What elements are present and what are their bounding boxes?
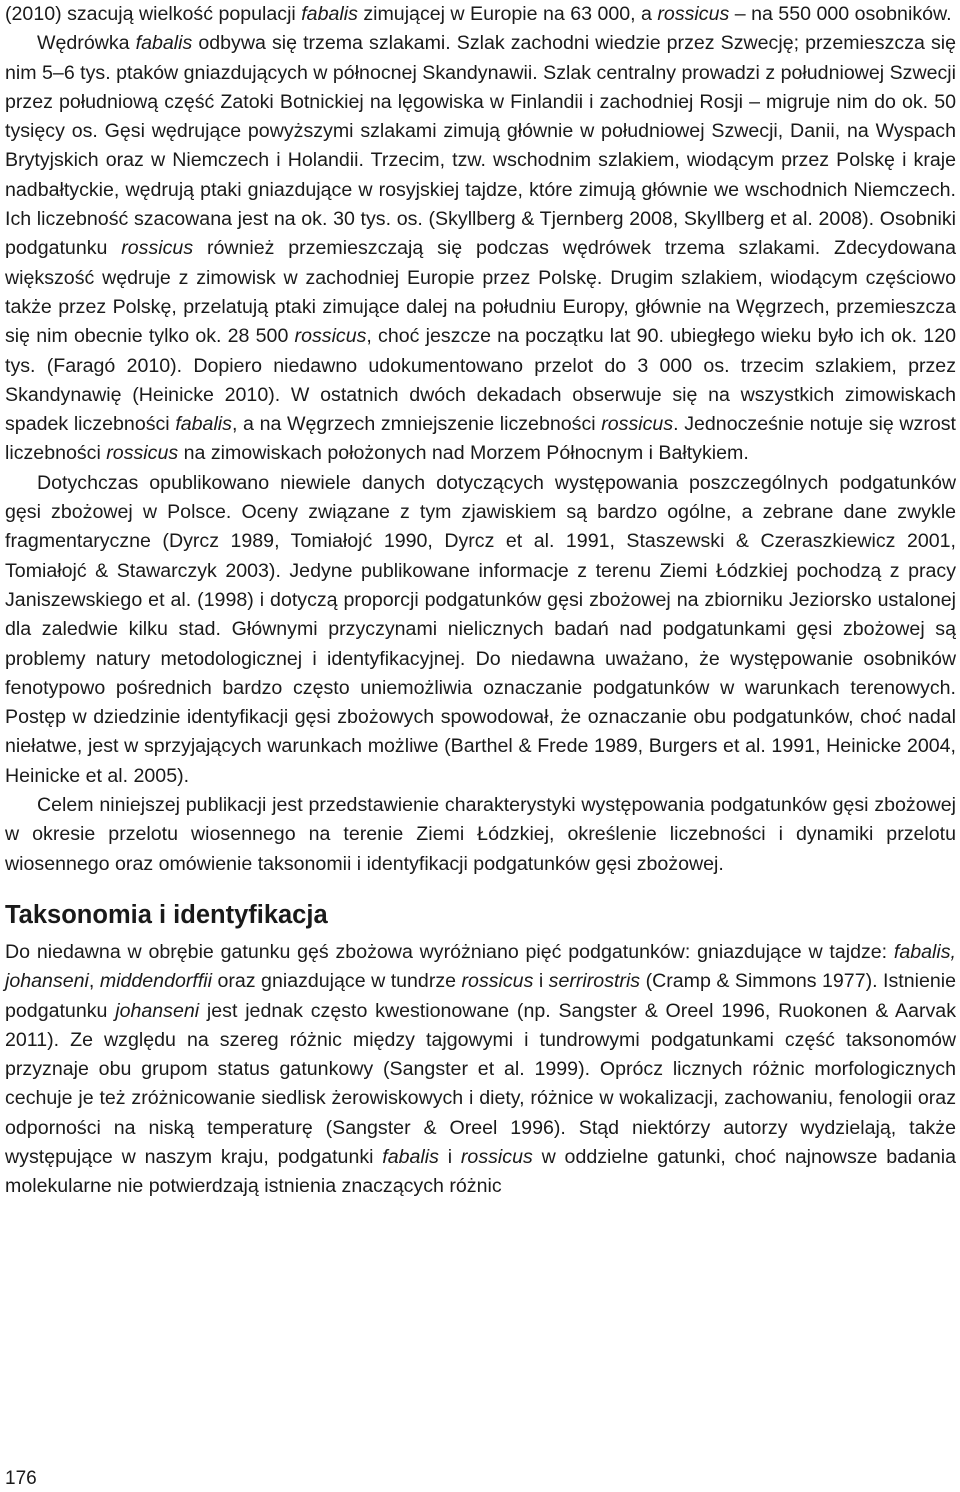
paragraph bbox=[5, 791, 956, 879]
text-run: oraz gniazdujące w tundrze bbox=[212, 970, 462, 993]
text-run: , a na Węgrzech zmniejszenie liczebności bbox=[231, 413, 602, 436]
paragraph bbox=[5, 0, 956, 29]
section-heading: Taksonomia i identyfikacja bbox=[5, 900, 328, 929]
text-run: odbywa się trzema szlakami. Szlak zachodni wiedzie przez Szwecję; przemieszcza się nim 5–6 tys. ptaków gniazdujących w północnej Skandynawii. Szlak centralny prowadzi z południowej Szwecji przez południową część Zatoki Botnickiej na lęgowiska w Finlandii i zachodniej Rosji – migruje nim do ok. 50 tysięcy os. Gęsi wędrujące powyższymi szlakami zimują głównie w południowej Szwecji, Danii, na Wyspach Brytyjskich oraz w Niemczech i Holandii. Trzecim, tzw. wschodnim szlakiem, wiodącym przez Polskę i kraje nadbałtyckie, wędrują ptaki gniazdujące w rosyjskiej tajdze, które zimują głównie we wschodnich Niemczech. Ich liczebność szacowana jest na ok. 30 tys. os. (Skyllberg & Tjernberg 2008, Skyllberg et al. 2008). Osobniki podgatunku bbox=[5, 32, 957, 260]
italic-term: rossicus bbox=[460, 1145, 533, 1168]
text-run: Do niedawna w obrębie gatunku gęś zbożowa wyróżniano pięć podgatunków: gniazdujące w tajdze: bbox=[5, 940, 894, 963]
italic-term: rossicus bbox=[106, 442, 179, 465]
italic-term: fabalis, johanseni bbox=[5, 940, 956, 993]
text-run: jest jednak często kwestionowane (np. Sangster & Oreel 1996, Ruokonen & Aarvak 2011). Ze względu na szereg różnic między tajgowymi i tundrowymi podgatunkami część taksonomów przyznaje obu grupom status gatunkowy (Sangster et al. 1999). Oprócz licznych różnic morfologicznych cechuje je też zróżnicowanie siedlisk żerowiskowych i diety, różnice w wokalizacji, zachowaniu, fenologii oraz odporności na niską temperaturę (Sangster & Oreel 1996). Stąd niektórzy autorzy wydzielają, także występujące w naszym kraju, podgatunki bbox=[5, 999, 956, 1168]
text-run: zimującej w Europie na 63 000, a bbox=[357, 3, 658, 25]
italic-term: rossicus bbox=[294, 325, 367, 348]
text-run: (Cramp & Simmons 1977). Istnienie podgatunku bbox=[5, 970, 957, 1022]
text-run: Dotychczas opublikowano niewiele danych dotyczących występowania poszczególnych podgatunków gęsi zbożowej w Polsce. Oceny związane z tym zjawiskiem są bardzo ogólne, a zebrane dane zwykle fragmentaryczne (Dyrcz 1989, Tomiałojć 1990, Dyrcz et al. 1991, Staszewski & Czeraszkiewicz 2001, Tomiałojć & Stawarczyk 2003). Jedyne publikowane informacje z terenu Ziemi Łódzkiej pochodzą z pracy Janiszewskiego et al. (1998) i dotyczą proporcji podgatunków gęsi zbożowej na zbiorniku Jeziorsko ustalonej dla zaledwie kilku stad. Głównymi przyczynami nielicznych badań nad podgatunkami gęsi zbożowej są problemy natury metodologicznej i identyfikacyjnej. Do niedawna uważano, że występowanie osobników fenotypowo pośrednich bardzo często uniemożliwia oznaczanie podgatunków w warunkach terenowych. Postęp w dziedzinie identyfikacji gęsi zbożowych spowodował, że oznaczanie obu podgatunków, choć nadal niełatwe, jest w sprzyjających warunkach możliwe (Barthel & Frede 1989, Burgers et al. 1991, Heinicke 2004, Heinicke et al. 2005). bbox=[5, 471, 956, 787]
italic-term: rossicus bbox=[121, 237, 194, 260]
text-run: , bbox=[88, 970, 100, 993]
text-run: (2010) szacują wielkość populacji bbox=[5, 3, 302, 25]
body-section-taxonomy bbox=[5, 938, 956, 1202]
italic-term: fabalis bbox=[301, 3, 358, 25]
text-run: i bbox=[438, 1145, 461, 1168]
paragraph bbox=[5, 469, 956, 791]
text-run: – na 550 000 osobników. bbox=[729, 3, 952, 25]
text-run: w oddzielne gatunki, choć najnowsze badania molekularne nie potwierdzają istnienia znaczących różnic bbox=[5, 1145, 956, 1198]
text-run: na zimowiskach położonych nad Morzem Północnym i Bałtykiem. bbox=[178, 442, 749, 465]
italic-term: rossicus bbox=[601, 413, 674, 436]
italic-term: rossicus bbox=[657, 3, 730, 25]
text-run: Wędrówka bbox=[37, 32, 136, 55]
body-section-intro bbox=[5, 0, 956, 879]
text-run: . Jednocześnie notuje się wzrost liczebności bbox=[5, 413, 957, 465]
italic-term: serrirostris bbox=[548, 970, 641, 993]
paragraph bbox=[5, 29, 956, 468]
text-run: i bbox=[533, 970, 549, 993]
text-run: również przemieszczają się podczas wędrówek trzema szlakami. Zdecydowana większość wędruje z zimowisk w zachodniej Europie przez Polskę. Drugim szlakiem, wiodącym częściowo także przez Polskę, przelatują ptaki zimujące dalej na południu Europy, głównie na Węgrzech, przemieszcza się nim obecnie tylko ok. 28 500 bbox=[5, 237, 956, 348]
italic-term: fabalis bbox=[135, 32, 193, 55]
italic-term: johanseni bbox=[115, 999, 200, 1022]
text-run: Celem niniejszej publikacji jest przedstawienie charakterystyki występowania podgatunków gęsi zbożowej w okresie przelotu wiosennego na terenie Ziemi Łódzkiej, określenie liczebności i dynamiki przelotu wiosennego oraz omówienie taksonomii i identyfikacji podgatunków gęsi zbożowej. bbox=[5, 794, 956, 875]
page-number: 176 bbox=[5, 1468, 37, 1489]
section-paragraph bbox=[5, 938, 956, 1202]
italic-term: middendorffii bbox=[99, 970, 212, 993]
text-run: , choć jeszcze na początku lat 90. ubiegłego wieku było ich ok. 120 tys. (Faragó 2010). Dopiero niedawno udokumentowano przelot do 3 000 os. trzecim szlakiem, przez Skandynawię (Heinicke 2010). W ostatnich dwóch dekadach obserwuje się na wszystkich zimowiskach spadek liczebności bbox=[5, 325, 956, 436]
italic-term: fabalis bbox=[175, 413, 232, 436]
italic-term: fabalis bbox=[382, 1145, 439, 1168]
italic-term: rossicus bbox=[461, 970, 534, 993]
